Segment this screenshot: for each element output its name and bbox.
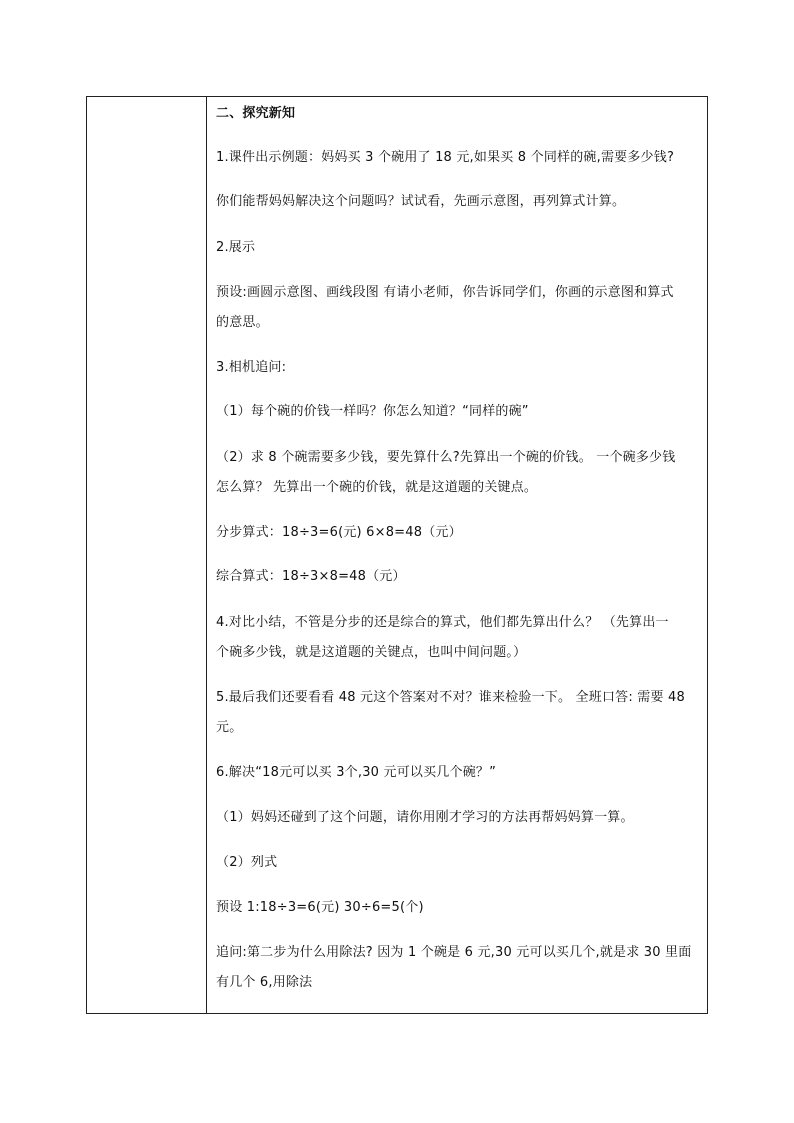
paragraph-line: 有几个 6,用除法: [216, 975, 313, 990]
paragraph-line: 元。: [216, 720, 243, 735]
paragraph-line: 你们能帮妈妈解决这个问题吗？试试看，先画示意图，再列算式计算。: [216, 194, 626, 209]
lesson-table: [86, 96, 708, 1014]
paragraph-line: 6.解决“18元可以买 3个,30 元可以买几个碗？”: [216, 765, 497, 780]
section-title: 二、探究新知: [216, 106, 296, 121]
paragraph-line: 追问:第二步为什么用除法? 因为 1 个碗是 6 元,30 元可以买几个,就是求 30 里面: [216, 945, 692, 960]
paragraph-line: 分步算式：18÷3=6(元) 6×8=48（元）: [216, 525, 462, 540]
paragraph-line: 个碗多少钱，就是这道题的关键点，也叫中间问题。）: [216, 645, 527, 660]
paragraph-line: （1）每个碗的价钱一样吗？你怎么知道？“同样的碗”: [216, 404, 529, 419]
paragraph-line: 1.课件出示例题：妈妈买 3 个碗用了 18 元,如果买 8 个同样的碗,需要多少钱?: [216, 150, 675, 165]
paragraph-line: 4.对比小结，不管是分步的还是综合的算式，他们都先算出什么？ （先算出一: [216, 615, 669, 630]
paragraph-line: 预设 1:18÷3=6(元) 30÷6=5(个): [216, 900, 424, 915]
paragraph-line: 2.展示: [216, 240, 256, 255]
content-column: [207, 97, 707, 1013]
paragraph-line: 预设:画圆示意图、画线段图 有请小老师，你告诉同学们，你画的示意图和算式: [216, 285, 674, 300]
paragraph-line: 5.最后我们还要看看 48 元这个答案对不对？谁来检验一下。 全班口答: 需要 48: [216, 690, 685, 705]
paragraph-line: （1）妈妈还碰到了这个问题，请你用刚才学习的方法再帮妈妈算一算。: [216, 810, 634, 825]
paragraph-line: 怎么算？ 先算出一个碗的价钱，就是这道题的关键点。: [216, 480, 538, 495]
label-column: [87, 97, 207, 1013]
paragraph-line: （2）求 8 个碗需要多少钱，要先算什么?先算出一个碗的价钱。 一个碗多少钱: [216, 450, 676, 465]
paragraph-line: 的意思。: [216, 315, 269, 330]
paragraph-line: （2）列式: [216, 855, 278, 870]
paragraph-line: 3.相机追问:: [216, 360, 287, 375]
paragraph-line: 综合算式：18÷3×8=48（元）: [216, 569, 406, 584]
